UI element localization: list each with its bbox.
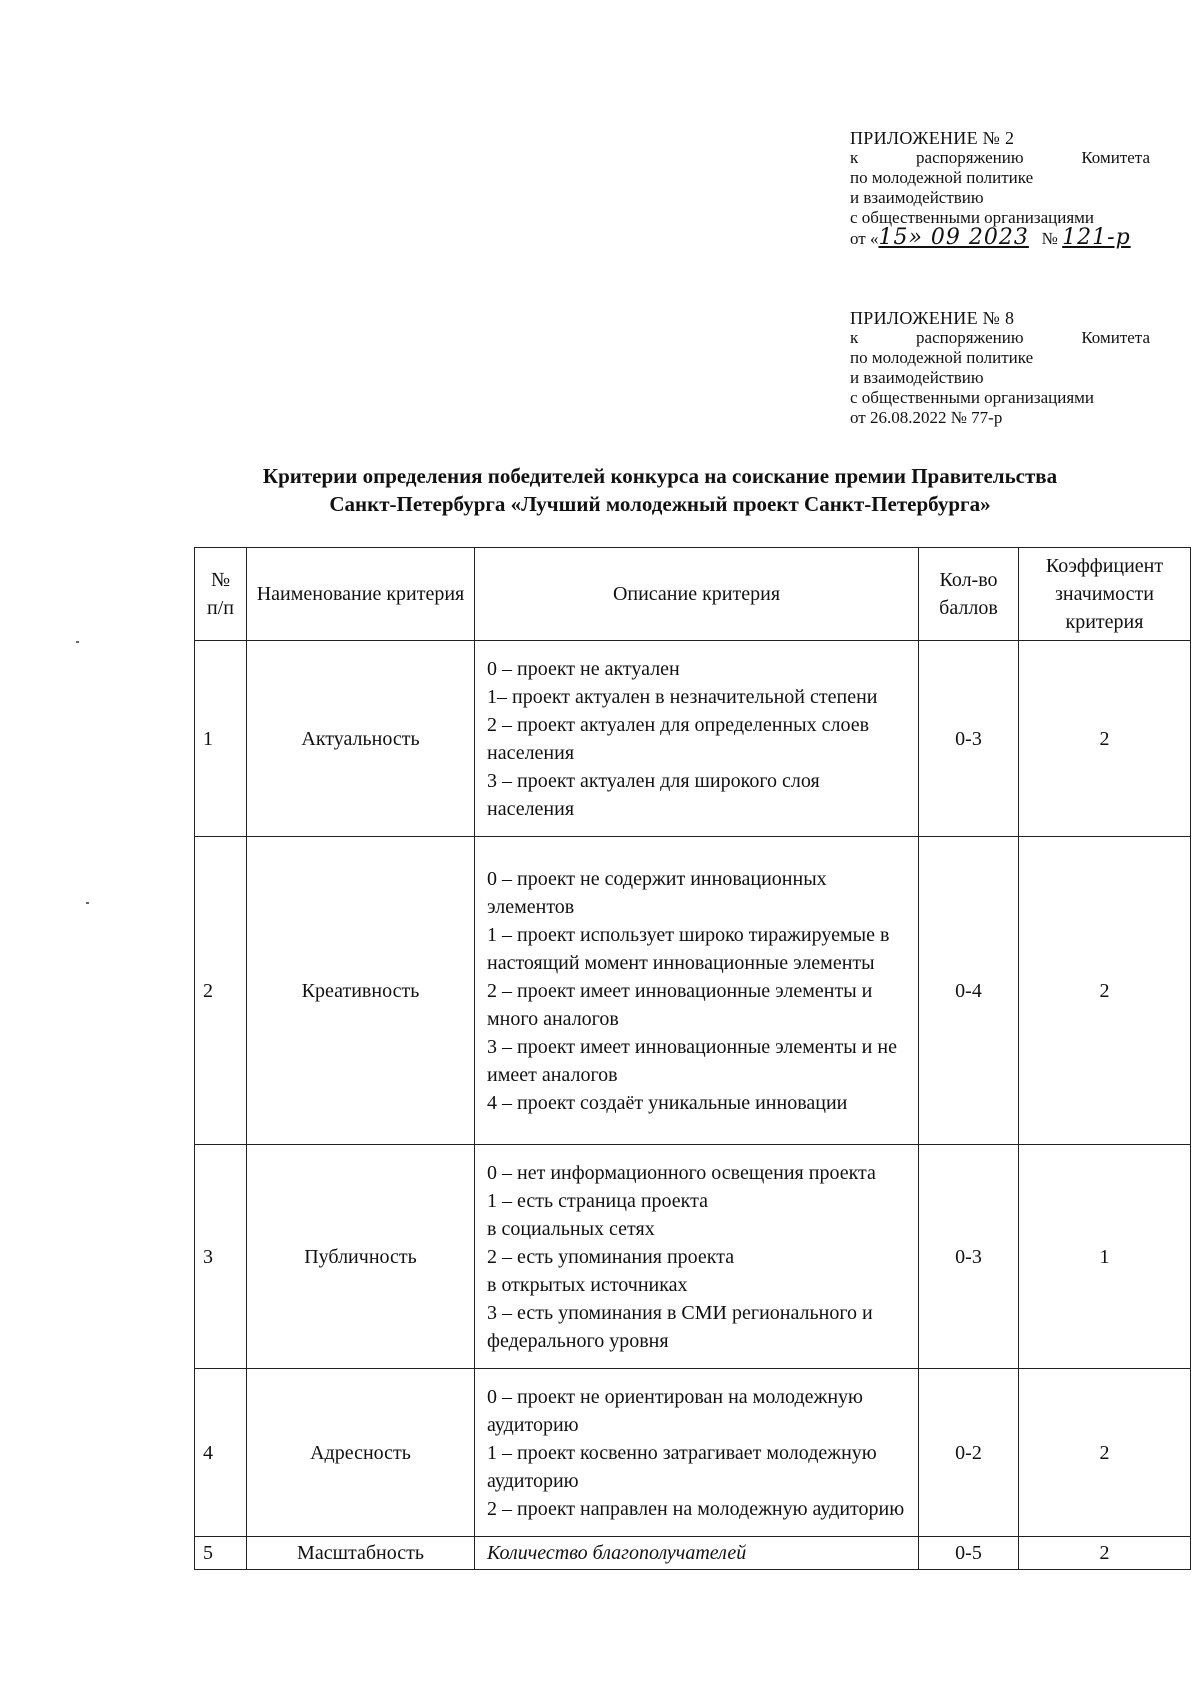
description-line: 3 – есть упоминания в СМИ регионального и федерального уровня (487, 1301, 873, 1352)
criterion-name: Публичность (247, 1145, 475, 1369)
appendix-2-line4: с общественными организациями (850, 208, 1095, 227)
criterion-points: 0-3 (919, 1145, 1019, 1369)
appendix-8-line4: с общественными организациями (850, 388, 1095, 407)
criteria-table (194, 547, 1191, 1570)
row-number: 5 (195, 1537, 247, 1570)
row-number: 3 (195, 1145, 247, 1369)
description-line: 0 – проект не ориентирован на молодежную аудиторию (487, 1385, 863, 1436)
criterion-name: Масштабность (247, 1537, 475, 1570)
criterion-coefficient: 2 (1019, 837, 1191, 1145)
appendix-2-line3: и взаимодействию (850, 188, 984, 207)
criterion-description (475, 641, 919, 837)
criterion-points: 0-3 (919, 641, 1019, 837)
appendix-2-date-line (850, 225, 1150, 250)
criterion-name: Креативность (247, 837, 475, 1145)
table-row (195, 1145, 1191, 1369)
appendix-2-k: к (850, 148, 859, 167)
appendix-2-block (850, 128, 1150, 249)
appendix-2-line2: по молодежной политике (850, 168, 1034, 187)
header-coef: Коэффициент значимости критерия (1019, 548, 1191, 641)
appendix-8-komiteta: Комитета (1081, 328, 1150, 347)
criterion-description (475, 837, 919, 1145)
header-name: Наименование критерия (247, 548, 475, 641)
scan-artifact (86, 902, 89, 904)
criterion-description (475, 1145, 919, 1369)
header-points: Кол-во баллов (919, 548, 1019, 641)
appendix-2-komiteta: Комитета (1081, 148, 1150, 167)
appendix-8-k: к (850, 328, 859, 347)
description-line: 1 – проект использует широко тиражируемые в настоящий момент инновационные элементы (487, 923, 890, 974)
appendix-8-line3: и взаимодействию (850, 368, 984, 387)
description-line: Количество благополучателей (487, 1542, 747, 1564)
appendix-8-line5: от 26.08.2022 № 77-р (850, 408, 1003, 427)
appendix-8-title: ПРИЛОЖЕНИЕ № 8 (850, 308, 1015, 328)
description-line: 3 – проект имеет инновационные элементы и не имеет аналогов (487, 1035, 897, 1086)
description-line: 0 – проект не содержит инновационных элементов (487, 867, 827, 918)
row-number: 1 (195, 641, 247, 837)
handwritten-number: 121-р (1062, 225, 1131, 250)
criterion-description (475, 1369, 919, 1537)
document-title (160, 462, 1160, 518)
criterion-points: 0-4 (919, 837, 1019, 1145)
row-number: 4 (195, 1369, 247, 1537)
description-line: 1 – проект косвенно затрагивает молодежную аудиторию (487, 1441, 877, 1492)
table-row (195, 837, 1191, 1145)
description-line: 2 – проект направлен на молодежную аудиторию (487, 1497, 905, 1520)
description-line: 3 – проект актуален для широкого слоя населения (487, 769, 820, 820)
handwritten-date: 15» 09 2023 (878, 225, 1029, 250)
date-prefix: от « (850, 229, 879, 248)
criterion-name: Актуальность (247, 641, 475, 837)
number-prefix: № (1041, 229, 1058, 248)
table-row (195, 1537, 1191, 1570)
appendix-8-line2: по молодежной политике (850, 348, 1034, 367)
document-title-line2: Санкт-Петербурга «Лучший молодежный проект Санкт-Петербурга» (329, 492, 991, 516)
table-header-row (195, 548, 1191, 641)
description-line: 2 – проект актуален для определенных слоев населения (487, 713, 870, 764)
description-line: в открытых источниках (487, 1273, 688, 1296)
criterion-points: 0-2 (919, 1369, 1019, 1537)
appendix-2-rasp: распоряжению (916, 148, 1024, 167)
description-line: 0 – проект не актуален (487, 657, 680, 680)
appendix-2-title: ПРИЛОЖЕНИЕ № 2 (850, 128, 1015, 148)
document-title-line1: Критерии определения победителей конкурса на соискание премии Правительства (262, 464, 1058, 488)
criterion-name: Адресность (247, 1369, 475, 1537)
table-row (195, 1369, 1191, 1537)
description-line: в социальных сетях (487, 1217, 655, 1240)
description-line: 4 – проект создаёт уникальные инновации (487, 1091, 848, 1114)
criterion-points: 0-5 (919, 1537, 1019, 1570)
description-line: 2 – проект имеет инновационные элементы и много аналогов (487, 979, 873, 1030)
appendix-8-block (850, 308, 1150, 428)
description-line: 1– проект актуален в незначительной степени (487, 685, 878, 708)
row-number: 2 (195, 837, 247, 1145)
criterion-coefficient: 2 (1019, 1537, 1191, 1570)
description-line: 1 – есть страница проекта (487, 1189, 708, 1212)
header-desc: Описание критерия (475, 548, 919, 641)
criterion-coefficient: 2 (1019, 641, 1191, 837)
appendix-8-line1 (850, 328, 1150, 348)
description-line: 0 – нет информационного освещения проекта (487, 1161, 876, 1184)
criterion-coefficient: 2 (1019, 1369, 1191, 1537)
description-line: 2 – есть упоминания проекта (487, 1245, 735, 1268)
scan-artifact (76, 641, 79, 643)
appendix-2-line1 (850, 148, 1150, 168)
header-num: № п/п (195, 548, 247, 641)
criterion-coefficient: 1 (1019, 1145, 1191, 1369)
criterion-description (475, 1537, 919, 1570)
table-row (195, 641, 1191, 837)
appendix-8-rasp: распоряжению (916, 328, 1024, 347)
